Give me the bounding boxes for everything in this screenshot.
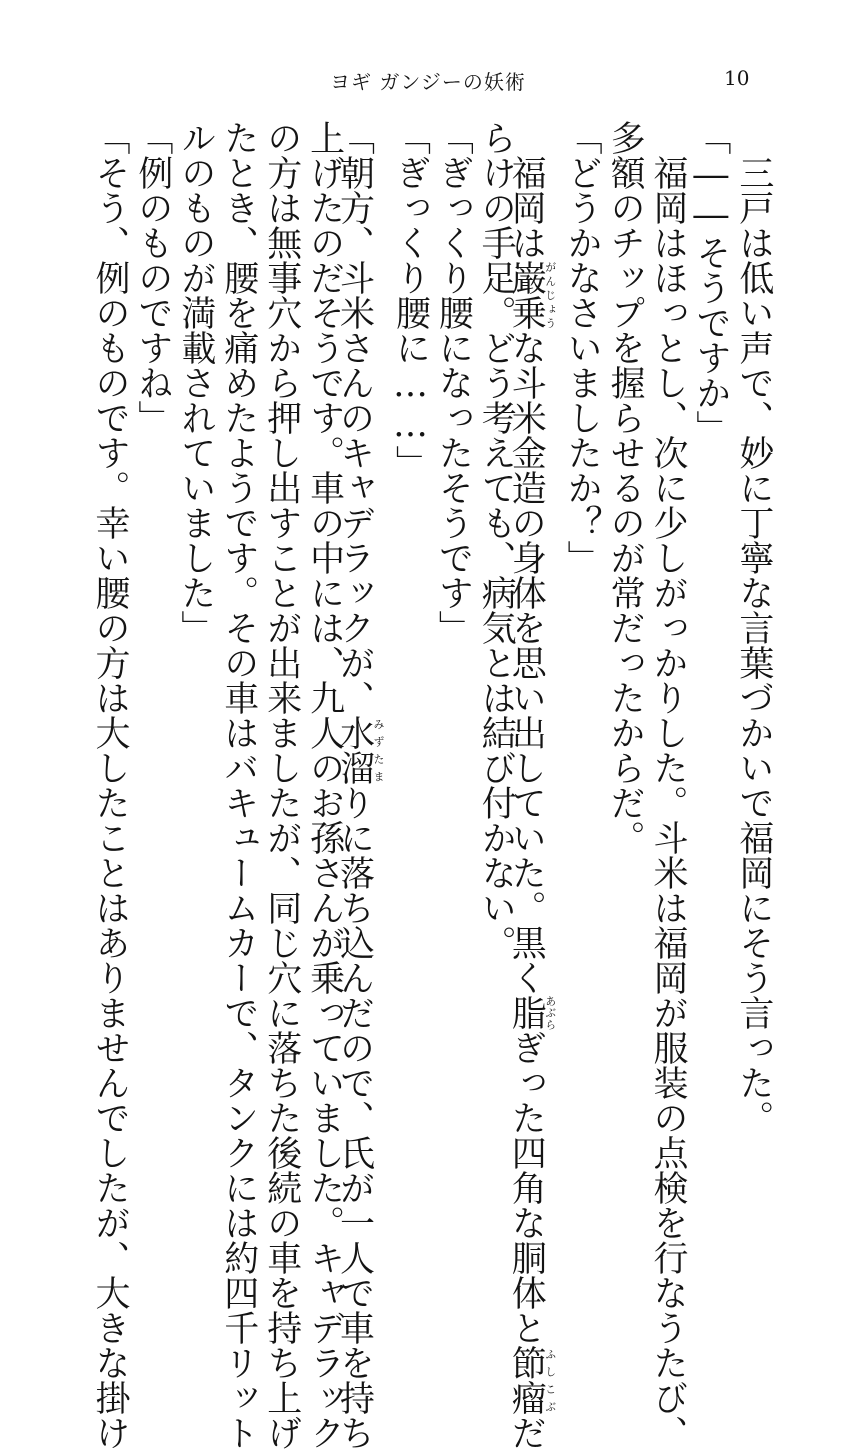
text-line <box>334 120 386 1450</box>
text-line: 「――そうですか」 <box>690 120 731 445</box>
ruby-base: 節瘤 <box>506 1345 547 1415</box>
line-text: りに落ち込んだので、氏が一人で車を持ち <box>334 785 375 1450</box>
text-line: 福岡はほっとし、次に少しがっかりした。斗米は福岡が服装の点検を行なうたび、 <box>647 120 688 1450</box>
text-line: 多額のチップを握らせるのが常だったからだ。 <box>605 120 646 855</box>
running-header-title: ヨギ ガンジーの妖術 <box>330 70 526 94</box>
ruby-reading: みずたま <box>372 715 386 785</box>
text-line: 「例のものですね」 <box>132 120 173 435</box>
line-text: な斗米金造の身体を思い出していた。黒く <box>506 330 547 995</box>
text-line: ルのものが満載されていました」 <box>175 120 216 645</box>
ruby-base: 水溜 <box>334 715 375 785</box>
ruby-reading: あぶら <box>543 995 557 1030</box>
ruby-base: 脂 <box>506 995 547 1030</box>
text-line <box>506 120 557 1450</box>
text-line: 上げたのだそうです。車の中には、九人のお孫さんが乗っていました。キャデラック <box>304 120 345 1450</box>
text-line: の方は無事穴から押し出すことが出来ましたが、同じ穴に落ちた後続の車を持ち上げ <box>261 120 302 1450</box>
text-line: たとき、腰を痛めたようです。その車はバキュームカーで、タンクには約四千リット <box>218 120 259 1450</box>
line-text: ぎった四角な胴体と <box>506 1030 547 1345</box>
ruby-base: 巌乗 <box>506 260 547 330</box>
line-text: だ <box>506 1415 547 1450</box>
text-line: 「ぎっくり腰に……」 <box>390 120 431 480</box>
vertical-body-text <box>85 120 774 1450</box>
ruby-word <box>506 995 557 1030</box>
text-line: らけの手足。どう考えても、病気とは結び付かない。 <box>476 120 517 960</box>
ruby-reading: ふしこぶ <box>543 1345 557 1415</box>
text-line: 「どうかなさいましたか？」 <box>562 120 603 575</box>
line-text: 福岡は <box>506 120 547 260</box>
line-text: 「朝方、斗米さんのキャデラックが、 <box>334 120 375 715</box>
ruby-word <box>334 715 386 785</box>
text-line: 三戸は低い声で、妙に丁寧な言葉づかいで福岡にそう言った。 <box>733 120 774 1135</box>
text-line: 「ぎっくり腰になったそうです」 <box>433 120 474 645</box>
ruby-word <box>506 260 557 330</box>
page-number: 10 <box>724 66 750 90</box>
ruby-word <box>506 1345 557 1415</box>
text-line: 「そう、例のものです。幸い腰の方は大したことはありませんでしたが、大きな掛け <box>90 120 130 1450</box>
ruby-reading: がんじょう <box>543 260 557 330</box>
